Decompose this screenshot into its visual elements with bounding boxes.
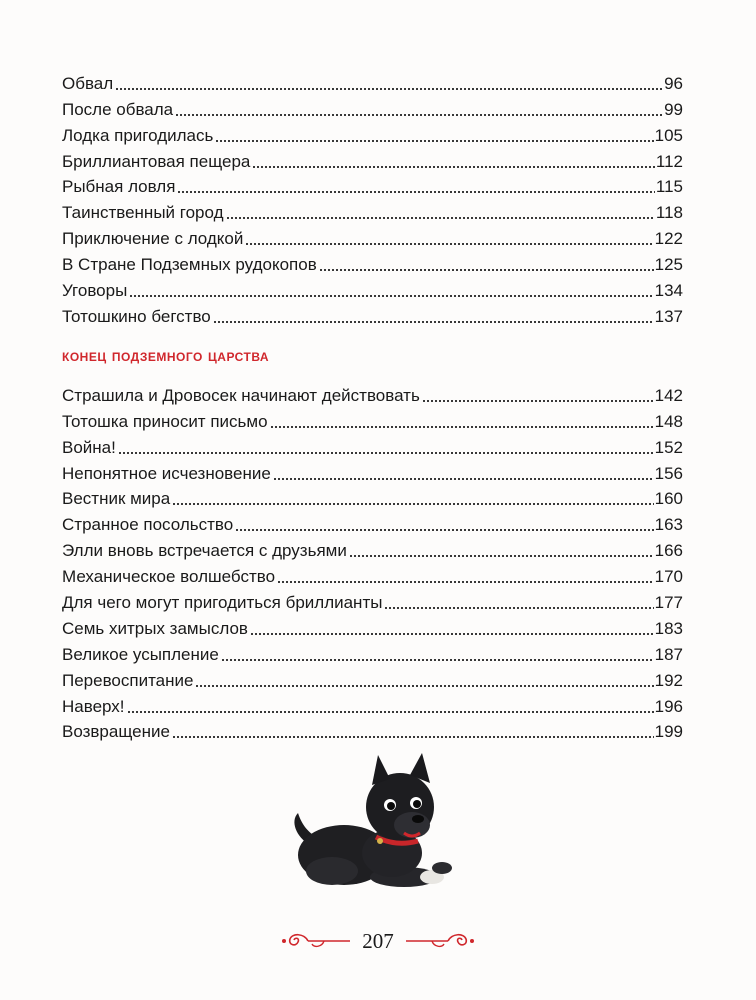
leader-dots (127, 711, 654, 713)
toc-entry-page: 137 (654, 306, 683, 326)
toc-entry-title: Рыбная ловля (62, 177, 176, 197)
toc-entry[interactable] (62, 406, 683, 432)
toc-entry-page: 170 (654, 567, 683, 587)
toc-entry-title: Непонятное исчезновение (62, 463, 271, 483)
section-heading: конец подземного царства (62, 346, 270, 365)
toc-entry[interactable] (62, 301, 683, 327)
leader-dots (384, 607, 653, 609)
toc-entry-title: Уговоры (62, 281, 128, 301)
toc-entry-title: Великое усыпление (62, 644, 219, 664)
toc-entry[interactable] (62, 535, 683, 561)
leader-dots (235, 529, 653, 531)
leader-dots (221, 659, 654, 661)
toc-entry-title: Для чего могут пригодиться бриллианты (62, 593, 383, 613)
toc-entry-page: 166 (654, 541, 683, 561)
toc-entry[interactable] (62, 639, 683, 665)
leader-dots (252, 166, 655, 168)
toc-entry[interactable] (62, 68, 683, 94)
toc-entry-title: Странное посольство (62, 515, 234, 535)
toc-entry-page: 96 (664, 73, 683, 93)
toc-entry-page: 187 (654, 644, 683, 664)
toc-entry[interactable] (62, 458, 683, 484)
leader-dots (226, 217, 655, 219)
toc-entry-title: В Стране Подземных рудокопов (62, 255, 317, 275)
toc-entry[interactable] (62, 691, 683, 717)
toc-entry-page: 177 (654, 593, 683, 613)
toc-entry-title: Вестник мира (62, 489, 171, 509)
toc-entry[interactable] (62, 380, 683, 406)
leader-dots (215, 140, 653, 142)
toc-entry-title: Перевоспитание (62, 670, 194, 690)
toc-list-part1 (62, 68, 683, 327)
toc-entry-page: 125 (654, 255, 683, 275)
leader-dots (250, 633, 654, 635)
leader-dots (177, 191, 654, 193)
toc-entry-title: Обвал (62, 73, 114, 93)
page-footer (0, 924, 756, 958)
leader-dots (172, 736, 654, 738)
leader-dots (195, 685, 653, 687)
toc-entry[interactable] (62, 249, 683, 275)
toc-entry-title: Тотошкино бегство (62, 306, 211, 326)
toc-list-part2 (62, 380, 683, 742)
toc-entry[interactable] (62, 223, 683, 249)
leader-dots (172, 503, 653, 505)
toc-entry[interactable] (62, 665, 683, 691)
toc-entry[interactable] (62, 432, 683, 458)
toc-entry-page: 148 (654, 411, 683, 431)
ornament-left-icon (278, 931, 352, 951)
black-puppy-icon (272, 753, 472, 895)
toc-entry-page: 192 (654, 670, 683, 690)
leader-dots (115, 88, 663, 90)
toc-entry-page: 199 (654, 722, 683, 742)
toc-entry[interactable] (62, 275, 683, 301)
toc-entry[interactable] (62, 197, 683, 223)
toc-entry-title: Бриллиантовая пещера (62, 151, 251, 171)
toc-entry-page: 196 (654, 696, 683, 716)
toc-entry[interactable] (62, 146, 683, 172)
toc-entry-page: 134 (654, 281, 683, 301)
toc-entry-title: Наверх! (62, 696, 125, 716)
toc-entry[interactable] (62, 587, 683, 613)
leader-dots (245, 243, 653, 245)
toc-entry-title: После обвала (62, 99, 174, 119)
leader-dots (422, 400, 654, 402)
leader-dots (273, 478, 654, 480)
leader-dots (118, 452, 654, 454)
leader-dots (349, 555, 654, 557)
toc-entry-title: Семь хитрых замыслов (62, 618, 248, 638)
toc-entry[interactable] (62, 120, 683, 146)
leader-dots (277, 581, 654, 583)
toc-entry[interactable] (62, 717, 683, 743)
toc-entry-page: 156 (654, 463, 683, 483)
toc-entry-title: Война! (62, 437, 116, 457)
toc-entry[interactable] (62, 484, 683, 510)
toc-entry[interactable] (62, 94, 683, 120)
toc-entry-page: 112 (655, 151, 683, 171)
toc-entry-page: 152 (654, 437, 683, 457)
leader-dots (129, 295, 653, 297)
toc-entry-page: 183 (654, 618, 683, 638)
toc-entry-title: Лодка пригодилась (62, 125, 214, 145)
toc-entry-title: Элли вновь встречается с друзьями (62, 541, 347, 561)
toc-entry-page: 160 (654, 489, 683, 509)
toc-entry[interactable] (62, 613, 683, 639)
toc-entry-page: 99 (664, 99, 683, 119)
toc-entry-title: Приключение с лодкой (62, 229, 244, 249)
toc-entry-page: 115 (655, 177, 683, 197)
toc-entry-page: 122 (654, 229, 683, 249)
leader-dots (319, 269, 654, 271)
leader-dots (213, 321, 654, 323)
toc-entry-page: 118 (655, 203, 683, 223)
toc-entry-title: Механическое волшебство (62, 567, 276, 587)
toc-entry-title: Страшила и Дровосек начинают действовать (62, 385, 420, 405)
toc-entry-page: 105 (654, 125, 683, 145)
ornament-right-icon (404, 931, 478, 951)
toc-entry-title: Таинственный город (62, 203, 224, 223)
toc-entry[interactable] (62, 509, 683, 535)
toc-entry-page: 142 (654, 385, 683, 405)
toc-entry-page: 163 (654, 515, 683, 535)
leader-dots (175, 114, 663, 116)
toc-entry-title: Тотошка приносит письмо (62, 411, 268, 431)
toc-entry[interactable] (62, 561, 683, 587)
leader-dots (270, 426, 654, 428)
toc-entry[interactable] (62, 172, 683, 198)
toc-entry-title: Возвращение (62, 722, 170, 742)
page-number: 207 (362, 928, 394, 953)
